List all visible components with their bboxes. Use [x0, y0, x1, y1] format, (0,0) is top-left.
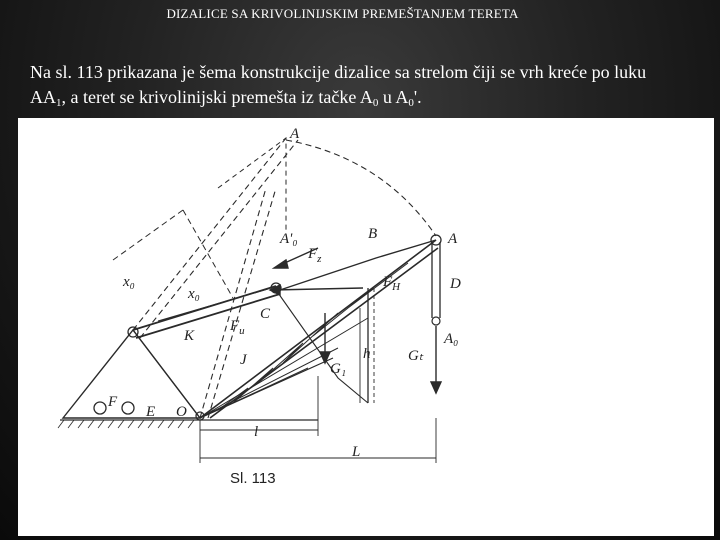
label-C: C	[260, 306, 271, 322]
slide-paragraph	[30, 60, 720, 110]
hoist-rope	[432, 242, 440, 318]
ground-hatch	[58, 420, 194, 428]
crane-diagram	[18, 118, 714, 536]
label-L: L	[352, 444, 361, 460]
paragraph-aa: AA	[30, 87, 56, 107]
upper-link	[133, 286, 280, 338]
arc-path	[286, 140, 436, 236]
paragraph-a0p-sub: 0	[408, 97, 414, 109]
label-l: l	[254, 424, 259, 440]
label-A-right: A	[448, 231, 458, 247]
tie-bar	[280, 240, 436, 290]
pivot-F	[94, 402, 106, 414]
label-A0-prime: A'₀	[280, 231, 298, 247]
label-O: O	[176, 404, 187, 420]
pivot-k	[128, 327, 138, 337]
label-A-top: A	[290, 126, 300, 142]
label-A0: A₀	[444, 331, 459, 347]
arrow-fz-head	[274, 260, 288, 268]
label-K: K	[184, 328, 195, 344]
label-E: E	[146, 404, 156, 420]
paragraph-part2: , a teret se krivolinijski premešta iz tačke A	[61, 87, 373, 107]
hook	[432, 317, 440, 325]
figure-caption: Sl. 113	[230, 470, 276, 487]
paragraph-part4: '.	[413, 87, 422, 107]
label-x0-mid: x₀	[188, 286, 200, 302]
paragraph-part1: Na sl. 113 prikazana je šema konstrukcije dizalice sa strelom čiji se vrh kreće po luku	[30, 62, 647, 82]
label-D: D	[450, 276, 461, 292]
paragraph-part3: u A	[378, 87, 409, 107]
label-h: h	[363, 346, 371, 362]
label-G1: G₁	[330, 361, 347, 377]
boom-upper-dashed	[133, 138, 298, 338]
upper-link-inner	[158, 289, 268, 321]
arrow-g1-head	[320, 352, 330, 363]
pivot-E	[122, 402, 134, 414]
cross-link	[276, 290, 368, 403]
label-F: F	[108, 394, 118, 410]
label-Gt: Gₜ	[408, 348, 424, 364]
paragraph-a0-sub: 0	[372, 97, 379, 109]
arrow-gt-head	[431, 382, 441, 393]
label-B: B	[368, 226, 378, 242]
label-FH: $F_H$	[383, 274, 401, 293]
boom-lattice	[218, 263, 408, 410]
label-Fu: $F_u$	[230, 318, 245, 337]
crane-diagram-figure	[18, 118, 714, 536]
slide-title: DIZALICE SA KRIVOLINIJSKIM PREMEŠTANJEM TERETA	[166, 6, 519, 21]
label-x0-left: x₀	[123, 274, 135, 290]
label-Fz: $F_z$	[308, 246, 322, 265]
boom-upper-dashed-2	[200, 188, 276, 418]
paragraph-aa-sub: 1	[56, 97, 62, 109]
label-J: J	[240, 352, 247, 368]
jib-upper-dashed	[218, 138, 286, 233]
